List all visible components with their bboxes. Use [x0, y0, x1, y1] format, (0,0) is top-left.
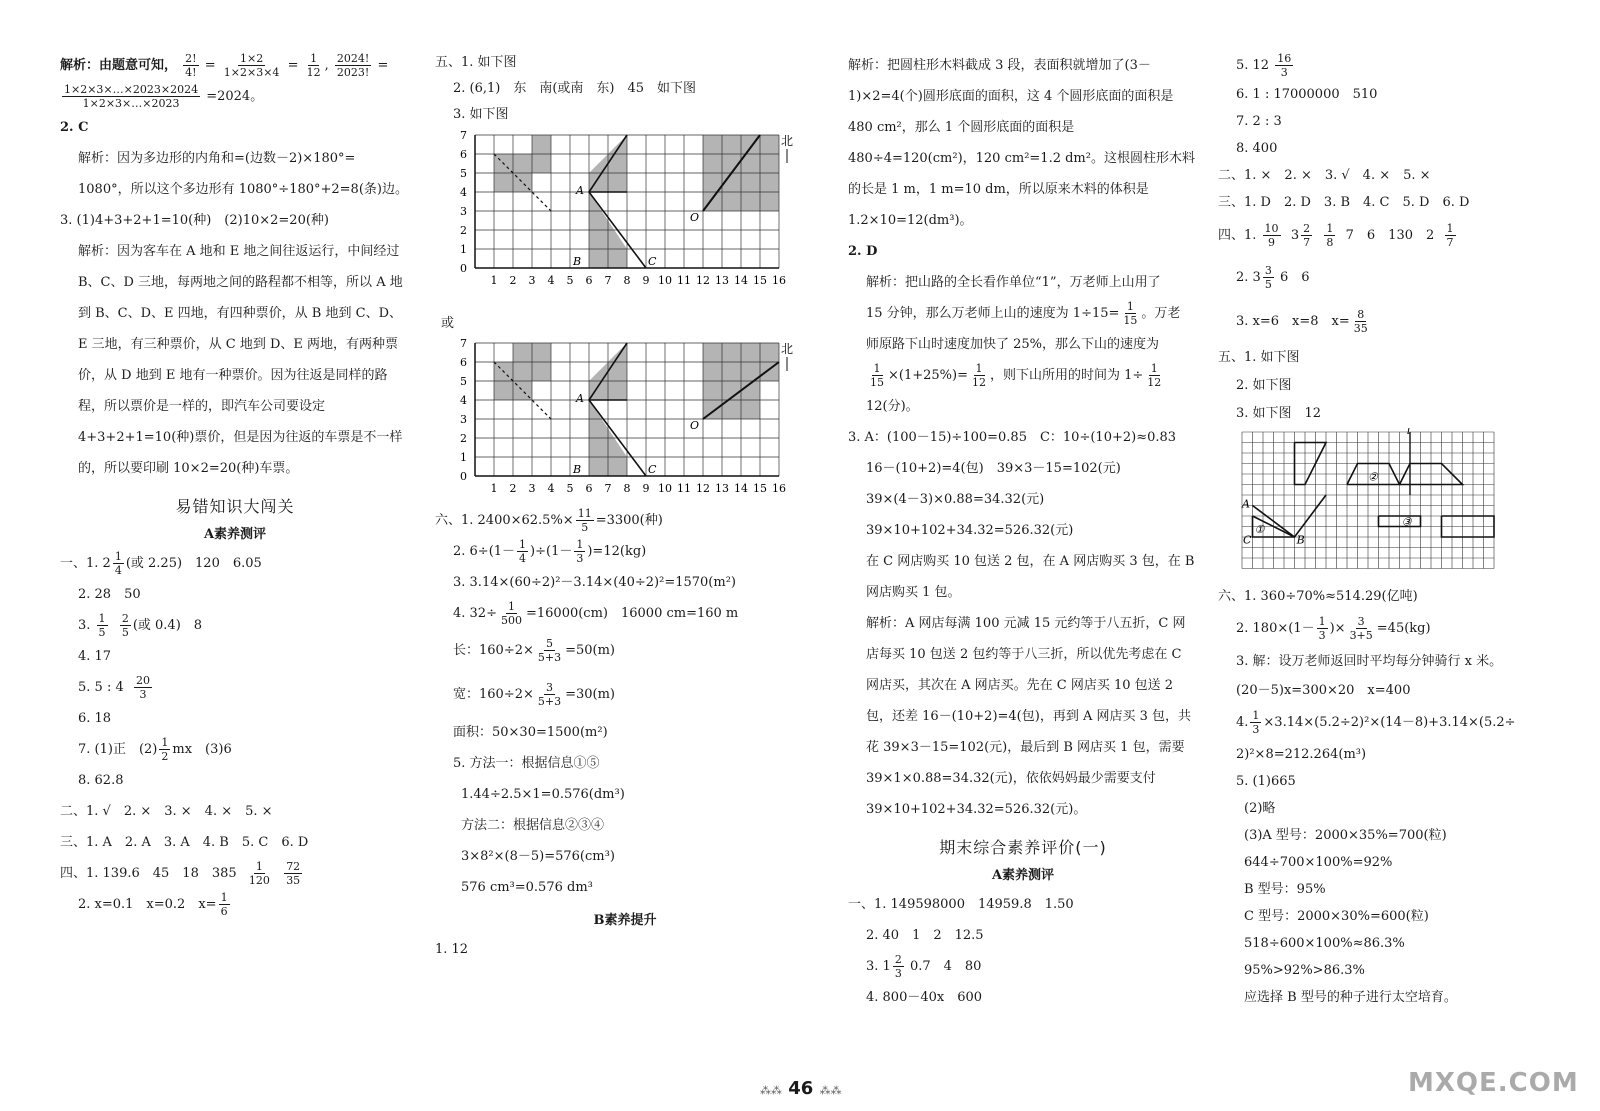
region-label: ①	[1254, 522, 1265, 536]
answer-1-4: 4. 800－40x 600	[866, 990, 983, 1005]
x-tick-label: 2	[509, 274, 517, 287]
answer-6-5-d: 576 cm³=0.576 dm³	[461, 880, 593, 895]
answer-6-4-width: 宽：160÷2× $\frac{3}{5+3}$ =30(m)	[453, 681, 615, 708]
fraction: $\frac{72}{35}$	[286, 860, 301, 887]
answer-6-5-8: 95%>92%>86.3%	[1244, 963, 1365, 978]
north-label: 北	[781, 342, 794, 356]
subsection-title-b: B素养提升	[593, 913, 657, 928]
answer-4-1: 四、1. $\frac{10}{9}$ 3 $\frac{2}{7}$ $\frac{1}{8}$ 7 6 130 2 $\frac{1}{7}$	[1218, 222, 1454, 249]
x-tick-label: 10	[658, 482, 672, 495]
answer-1-2: 2. 40 1 2 12.5	[866, 928, 984, 943]
grid-figure-2	[435, 336, 815, 501]
column-3	[848, 50, 1198, 1013]
subsection-title: A素养测评	[991, 868, 1055, 883]
fraction: $\frac{10}{9}$	[1264, 222, 1279, 249]
fraction: $\frac{1}{5}$	[98, 612, 106, 639]
answer-1-2: 2. 28 50	[78, 587, 141, 602]
x-tick-label: 4	[547, 274, 555, 287]
x-tick-label: 3	[528, 274, 536, 287]
q2-analysis-1: 解析：把山路的全长看作单位“1”，万老师上山用了	[866, 275, 1161, 290]
x-tick-label: 11	[677, 274, 691, 287]
question-2: 2. C	[60, 120, 89, 135]
q2-analysis-3: 师原路下山时速度加快了 25%，那么下山的速度为	[866, 337, 1160, 352]
x-tick-label: 5	[566, 274, 574, 287]
answer-4-2: 2. 3 $\frac{3}{5}$ 6 6	[1236, 264, 1310, 291]
x-tick-label: 9	[642, 274, 650, 287]
q3-analysis: 解析：因为客车在 A 地和 E 地之间往返运行，中间经过 B、C、D 三地，每两地之间的路程都不相等，所以 A 地到 B、C、D、E 四地，有四种票价，从 B 地到 C、D、E 三地，有三种票价，从 C 地到 D、E 两地，有两种票价，从 D 地到 E 地有一种票价。因为往返是同样的路程，所以票价是一样的，即汽车公司要设定 4+3+2+1=10(种)票价，但是因为往返的车票是不一样的，所以要印刷 10×2=20(种)车票。	[78, 244, 403, 476]
answer-6-5-5: B 型号：95%	[1244, 882, 1326, 897]
answer-1-8: 8. 400	[1236, 141, 1278, 156]
fraction: $\frac{2}{5}$	[121, 612, 129, 639]
y-tick-label: 0	[460, 470, 467, 483]
fraction: $\frac{1}{6}$	[220, 891, 228, 918]
x-tick-label: 7	[604, 482, 612, 495]
x-tick-label: 6	[585, 274, 593, 287]
x-tick-label: 11	[677, 482, 691, 495]
answer-1-1: 一、1. 149598000 14959.8 1.50	[848, 897, 1074, 912]
fraction: $\frac{1}{8}$	[1326, 222, 1334, 249]
answer-6-5-c: 3×8²×(8－5)=576(cm³)	[461, 849, 615, 864]
y-tick-label: 4	[460, 394, 467, 407]
answer-6-2: 2. 180×(1－ $\frac{1}{3}$ )× $\frac{3}{3+5}$ =45(kg)	[1236, 615, 1431, 642]
c1-line-2: $\frac{1\times 2\times 3\times\dots\times 2023\times 2024}{1\times 2\times 3\times\dots\times 2023}$ =2024。	[64, 83, 264, 110]
answer-6-5-a: 1.44÷2.5×1=0.576(dm³)	[461, 787, 625, 802]
point-label: B	[1296, 533, 1305, 547]
x-tick-label: 12	[696, 274, 710, 287]
x-tick-label: 9	[642, 482, 650, 495]
answer-1-8: 8. 62.8	[78, 773, 124, 788]
question-2: 2. D	[848, 244, 878, 259]
fraction: $\frac{1}{12}$	[306, 52, 321, 79]
fraction: $\frac{1\times 2\times 3\times\dots\times 2023\times 2024}{1\times 2\times 3\times\dots\times 2023}$	[64, 83, 199, 110]
analysis-cylinder: 解析：把圆柱形木料截成 3 段，表面积就增加了(3－1)×2=4(个)圆形底面的面积，这 4 个圆形底面的面积是 480 cm²，那么 1 个圆形底面的面积是 480÷4=120(cm²)，120 cm²=1.2 dm²。这根圆柱形木料的长是 1 m，1 m=10 dm，所以原来木料的体积是 1.2×10=12(dm³)。	[848, 58, 1195, 228]
fraction: $\frac{3}{5+3}$	[537, 681, 562, 708]
answer-2: 二、1. × 2. × 3. √ 4. × 5. ×	[1218, 168, 1431, 183]
answer-6-5: 5. 方法一：根据信息①⑤	[453, 756, 600, 771]
answer-6-5-4: 644÷700×100%=92%	[1244, 855, 1393, 870]
fraction: $\frac{1}{4}$	[114, 550, 122, 577]
answer-5-1: 五、1. 如下图	[1218, 350, 1300, 365]
answer-b-1: 1. 12	[435, 942, 469, 957]
fraction: $\frac{1}{3}$	[1252, 709, 1260, 736]
subsection-title: A素养测评	[203, 527, 267, 542]
fraction: $\frac{3}{5}$	[1264, 264, 1272, 291]
x-tick-label: 14	[734, 482, 748, 495]
fraction: $\frac{2!}{4!}$	[185, 52, 197, 79]
answer-5-2: 2. (6,1) 东 南(或南 东) 45 如下图	[453, 81, 697, 96]
q3-2: 16－(10+2)=4(包) 39×3－15=102(元)	[866, 461, 1121, 476]
section-title: 期末综合素养评价(一)	[939, 838, 1107, 857]
point-label: C	[648, 255, 657, 268]
answer-6-3-b: (20－5)x=300×20 x=400	[1236, 683, 1411, 698]
answer-3: 三、1. D 2. D 3. B 4. C 5. D 6. D	[1218, 195, 1470, 210]
y-tick-label: 7	[460, 337, 467, 350]
north-label: 北	[781, 134, 794, 148]
x-tick-label: 15	[753, 274, 767, 287]
answer-4-2: 2. x=0.1 x=0.2 x= $\frac{1}{6}$	[78, 891, 228, 918]
fraction: $\frac{1}{500}$	[500, 600, 522, 627]
fraction: $\frac{1\times 2}{1\times 2\times 3\times 4}$	[223, 52, 280, 79]
y-tick-label: 1	[460, 451, 467, 464]
y-tick-label: 1	[460, 243, 467, 256]
x-tick-label: 2	[509, 482, 517, 495]
answer-6-5-2: (2)略	[1244, 801, 1276, 816]
y-tick-label: 3	[460, 413, 467, 426]
analysis-text: 解析：由题意可知，	[60, 58, 178, 73]
point-label: A	[576, 184, 584, 197]
answer-1-5: 5. 12 $\frac{16}{3}$	[1236, 52, 1292, 79]
grid-figure-1	[435, 128, 815, 308]
answer-5-3: 3. 如下图 12	[1236, 406, 1322, 421]
y-tick-label: 6	[460, 148, 467, 161]
y-tick-label: 2	[460, 432, 467, 445]
answer-6-3: 3. 3.14×(60÷2)²－3.14×(40÷2)²=1570(m²)	[453, 575, 736, 590]
answer-6-3: 3. 解：设万老师返回时平均每分钟骑行 x 米。	[1236, 654, 1503, 669]
answer-1-3: 3. $\frac{1}{5}$ $\frac{2}{5}$ (或 0.4) 8	[78, 612, 203, 639]
x-tick-label: 14	[734, 274, 748, 287]
y-tick-label: 2	[460, 224, 467, 237]
region-label: ③	[1401, 515, 1412, 529]
point-label: A	[1242, 497, 1250, 511]
answer-6-5-b: 方法二：根据信息②③④	[461, 818, 605, 833]
question-3: 3. (1)4+3+2+1=10(种) (2)10×2=20(种)	[60, 213, 329, 228]
point-label: O	[690, 211, 700, 224]
y-tick-label: 4	[460, 186, 467, 199]
x-tick-label: 5	[566, 482, 574, 495]
q2-analysis-5: 12(分)。	[866, 399, 919, 414]
column-1	[60, 50, 410, 920]
answer-6-4-length: 长：160÷2× $\frac{5}{5+3}$ =50(m)	[453, 637, 615, 664]
fraction: $\frac{1}{2}$	[161, 736, 169, 763]
x-tick-label: 4	[547, 482, 555, 495]
point-label: C	[1243, 533, 1252, 547]
y-tick-label: 3	[460, 205, 467, 218]
grid-figure-3	[1218, 428, 1558, 578]
y-tick-label: 6	[460, 356, 467, 369]
fraction: $\frac{2}{7}$	[1303, 222, 1311, 249]
x-tick-label: 13	[715, 482, 729, 495]
fraction: $\frac{2}{3}$	[894, 953, 902, 980]
answer-3: 三、1. A 2. A 3. A 4. B 5. C 6. D	[60, 835, 309, 850]
section-title: 易错知识大闯关	[175, 497, 295, 516]
answer-1-1: 一、1. 2 $\frac{1}{4}$ (或 2.25) 120 6.05	[60, 550, 262, 577]
q3-4: 39×10+102+34.32=526.32(元)	[866, 523, 1074, 538]
answer-6-4: 4. 32÷ $\frac{1}{500}$ =16000(cm) 16000 cm=160 m	[453, 600, 739, 627]
fraction: $\frac{1}{4}$	[519, 538, 527, 565]
fraction: $\frac{16}{3}$	[1277, 52, 1292, 79]
fraction: $\frac{20}{3}$	[136, 674, 150, 701]
x-tick-label: 8	[623, 482, 631, 495]
fraction: $\frac{1}{12}$	[972, 362, 986, 389]
q2-analysis-1: 解析：因为多边形的内角和=(边数－2)×180°=	[78, 151, 356, 166]
answer-6-4: 4. $\frac{1}{3}$ ×3.14×(5.2÷2)²×(14－8)+3.14×(5.2÷	[1236, 709, 1516, 736]
answer-1-7: 7. (1)正 (2) $\frac{1}{2}$ mx (3)6	[78, 736, 232, 763]
fraction: $\frac{1}{7}$	[1446, 222, 1454, 249]
answer-6-4-b: 2)²×8=212.264(m³)	[1236, 747, 1367, 762]
answer-5-3: 3. 如下图	[453, 107, 509, 122]
column-2	[435, 50, 815, 965]
answer-6-1: 六、1. 360÷70%≈514.29(亿吨)	[1218, 589, 1418, 604]
c1-line-1: 解析：由题意可知， $\frac{2!}{4!}$ = $\frac{1\times 2}{1\times 2\times 3\times 4}$ = $\frac{1}{12}$ , $\frac{2024!}{2023!}$ =	[60, 52, 389, 79]
y-tick-label: 5	[460, 167, 467, 180]
column-4	[1218, 50, 1558, 1011]
x-tick-label: 3	[528, 482, 536, 495]
fraction: $\frac{11}{5}$	[577, 507, 592, 534]
region-label: ②	[1368, 470, 1378, 484]
answer-1-4: 4. 17	[78, 649, 112, 664]
answer-6-5-1: 5. (1)665	[1236, 774, 1296, 789]
fraction: $\frac{3}{3+5}$	[1349, 615, 1373, 642]
answer-6-5-3: (3)A 型号：2000×35%=700(粒)	[1244, 828, 1447, 843]
page-number: ⁂⁂ 46 ⁂⁂	[760, 1078, 842, 1099]
q3-1: 3. A：(100－15)÷100=0.85 C：10÷(10+2)≈0.83	[848, 430, 1177, 445]
answer-1-3: 3. 1 $\frac{2}{3}$ 0.7 4 80	[866, 953, 982, 980]
axis-label: l	[1406, 428, 1411, 438]
x-tick-label: 6	[585, 482, 593, 495]
x-tick-label: 1	[490, 482, 498, 495]
x-tick-label: 8	[623, 274, 631, 287]
x-tick-label: 13	[715, 274, 729, 287]
answer-1-6: 6. 18	[78, 711, 112, 726]
watermark-logo: MXQE.COM	[1408, 1068, 1579, 1098]
fraction: $\frac{5}{5+3}$	[537, 637, 562, 664]
q3-3: 39×(4－3)×0.88=34.32(元)	[866, 492, 1045, 507]
x-tick-label: 16	[772, 482, 786, 495]
fraction: $\frac{1}{15}$	[1123, 300, 1138, 327]
answer-2: 二、1. √ 2. × 3. × 4. × 5. ×	[60, 804, 273, 819]
answer-5-2: 2. 如下图	[1236, 378, 1292, 393]
y-tick-label: 7	[460, 129, 467, 142]
q2-analysis-2: 15 分钟，那么万老师上山的速度为 1÷15= $\frac{1}{15}$ 。万老	[866, 300, 1181, 327]
x-tick-label: 10	[658, 274, 672, 287]
answer-1-5: 5. 5 : 4 $\frac{20}{3}$	[78, 674, 150, 701]
y-tick-label: 0	[460, 262, 467, 275]
answer-5-1: 五、1. 如下图	[435, 55, 517, 70]
fraction: $\frac{1}{120}$	[248, 860, 270, 887]
answer-6-5-9: 应选择 B 型号的种子进行太空培育。	[1244, 990, 1457, 1005]
point-label: C	[648, 463, 657, 476]
x-tick-label: 7	[604, 274, 612, 287]
x-tick-label: 12	[696, 482, 710, 495]
fraction: $\frac{1}{3}$	[576, 538, 584, 565]
answer-6-1: 六、1. 2400×62.5%× $\frac{11}{5}$ =3300(种)	[435, 507, 663, 534]
answer-6-5-7: 518÷600×100%≈86.3%	[1244, 936, 1405, 951]
point-label: O	[690, 419, 700, 432]
answer-6-2: 2. 6÷(1－ $\frac{1}{4}$ )÷(1－ $\frac{1}{3}$ )=12(kg)	[453, 538, 647, 565]
q2-analysis-4: $\frac{1}{15}$ ×(1+25%)= $\frac{1}{12}$ ，则下山所用的时间为 1÷ $\frac{1}{12}$	[870, 362, 1162, 389]
fraction: $\frac{1}{3}$	[1318, 615, 1326, 642]
or-label: 或	[441, 316, 455, 331]
point-label: B	[573, 463, 582, 476]
point-label: B	[573, 255, 582, 268]
point-label: A	[576, 392, 584, 405]
fraction: $\frac{8}{35}$	[1353, 308, 1368, 335]
answer-1-6: 6. 1 : 17000000 510	[1236, 87, 1378, 102]
answer-4-1: 四、1. 139.6 45 18 385 $\frac{1}{120}$ $\frac{72}{35}$	[60, 860, 301, 887]
fraction: $\frac{1}{12}$	[1147, 362, 1162, 389]
q3-analysis: 解析：A 网店每满 100 元减 15 元约等于八五折，C 网店每买 10 包送 2 包约等于八三折，所以优先考虑在 C 网店买，其次在 A 网店买。先在 C 网店买 10 包送 2 包，还差 16－(10+2)=4(包)，再到 A 网店买 3 包，共花 39×3－15=102(元)，最后到 B 网店买 1 包，需要 39×1×0.88=34.32(元)，依依妈妈最少需要支付 39×10+102+34.32=526.32(元)。	[866, 616, 1192, 817]
answer-6-4-area: 面积：50×30=1500(m²)	[453, 725, 608, 740]
q2-analysis-2: 1080°，所以这个多边形有 1080°÷180°+2=8(条)边。	[78, 182, 408, 197]
x-tick-label: 15	[753, 482, 767, 495]
x-tick-label: 16	[772, 274, 786, 287]
fraction: $\frac{1}{15}$	[870, 362, 884, 389]
y-tick-label: 5	[460, 375, 467, 388]
answer-4-3: 3. x=6 x=8 x= $\frac{8}{35}$	[1236, 308, 1368, 335]
answer-1-7: 7. 2 : 3	[1236, 114, 1282, 129]
x-tick-label: 1	[490, 274, 498, 287]
answer-6-5-6: C 型号：2000×30%=600(粒)	[1244, 909, 1429, 924]
q3-5: 在 C 网店购买 10 包送 2 包，在 A 网店购买 3 包，在 B 网店购买 1 包。	[866, 554, 1195, 600]
fraction: $\frac{2024!}{2023!}$	[336, 52, 370, 79]
